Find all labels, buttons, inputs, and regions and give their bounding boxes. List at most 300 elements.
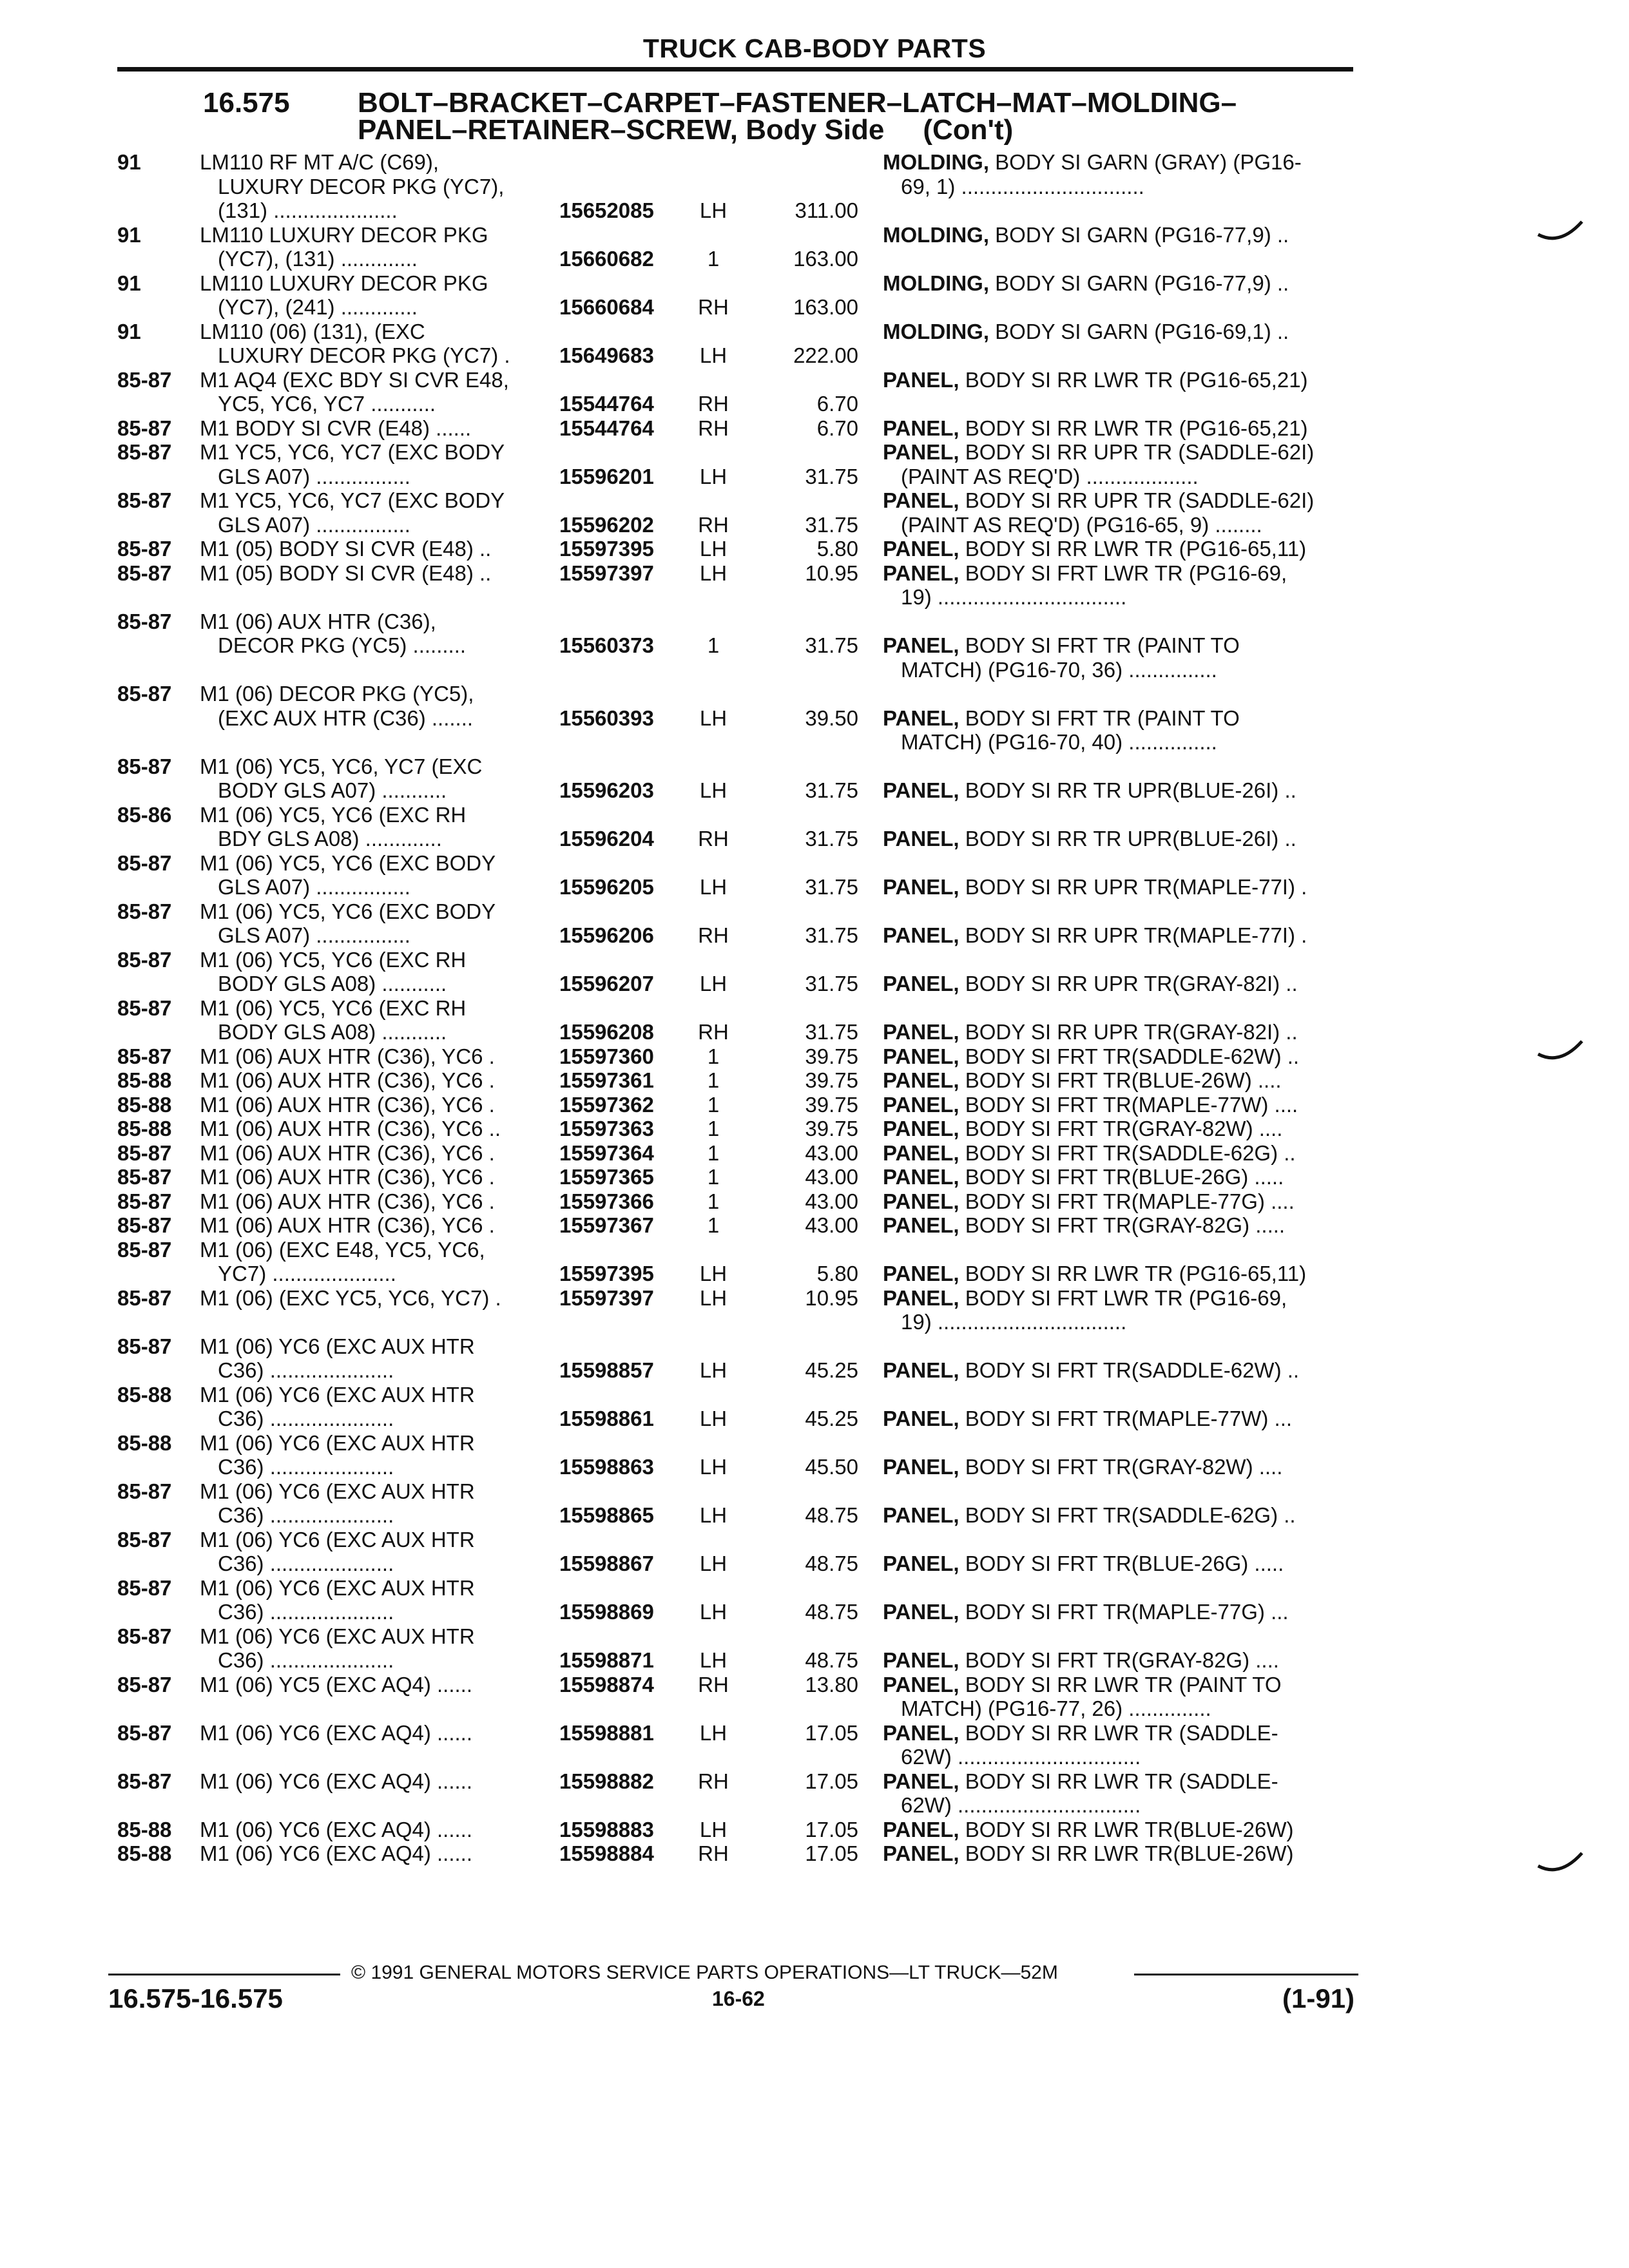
- part-name: [883, 1093, 1354, 1117]
- model-year: 85-87: [117, 947, 172, 972]
- part-name-line: PANEL, BODY SI RR UPR TR(GRAY-82I) ..: [883, 972, 1298, 995]
- part-name-noun: PANEL,: [883, 367, 959, 392]
- description-line: M1 (05) BODY SI CVR (E48) ..: [200, 561, 492, 585]
- table-row: [117, 416, 1361, 441]
- part-name: [883, 1576, 1354, 1624]
- part-name: [883, 1044, 1354, 1069]
- part-name: [883, 1431, 1354, 1479]
- model-year: 85-87: [117, 1575, 172, 1600]
- part-name: [883, 1238, 1354, 1286]
- list-price: 17.05: [805, 1817, 858, 1841]
- part-name-line: PANEL, BODY SI RR UPR TR(GRAY-82I) ..: [883, 1020, 1298, 1044]
- model-year: 85-87: [117, 537, 172, 561]
- part-name-line: PANEL, BODY SI RR UPR TR(MAPLE-77I) .: [883, 923, 1307, 947]
- part-name-noun: PANEL,: [883, 633, 959, 657]
- footer-page-number: 16-62: [712, 1987, 765, 2010]
- part-name-line: MOLDING, BODY SI GARN (GRAY) (PG16-: [883, 150, 1302, 174]
- list-price: 13.80: [805, 1672, 858, 1696]
- table-row: [117, 1576, 1361, 1624]
- description-line: M1 (06) YC6 (EXC AQ4) ......: [200, 1720, 473, 1745]
- part-name-line: PANEL, BODY SI FRT TR(BLUE-26G) .....: [883, 1552, 1284, 1575]
- part-name-noun: MOLDING,: [883, 150, 989, 174]
- part-name: [883, 1841, 1354, 1866]
- table-row: [117, 1093, 1361, 1117]
- part-name-noun: PANEL,: [883, 1648, 959, 1672]
- part-name-noun: PANEL,: [883, 1455, 959, 1479]
- quantity-side: LH: [699, 537, 728, 561]
- part-number: 15560373: [559, 633, 654, 657]
- table-row: [117, 682, 1361, 754]
- part-name: [883, 1213, 1354, 1238]
- part-name-line: [883, 996, 1354, 1021]
- description-line: M1 (06) YC6 (EXC AQ4) ......: [200, 1817, 473, 1841]
- model-year: 85-87: [117, 1189, 172, 1213]
- part-name-line: PANEL, BODY SI RR LWR TR (PG16-65,11): [883, 1262, 1307, 1285]
- quantity-side: 1: [707, 1165, 720, 1189]
- table-row: [117, 610, 1361, 682]
- table-row: [117, 1624, 1361, 1673]
- list-price: 6.70: [816, 416, 858, 440]
- part-number: 15597397: [559, 561, 654, 585]
- part-name-noun: PANEL,: [883, 1552, 959, 1575]
- quantity-side: LH: [699, 1648, 728, 1672]
- quantity-side: LH: [699, 778, 728, 802]
- description-line: C36) .....................: [218, 1552, 394, 1575]
- table-row: [117, 1117, 1361, 1141]
- part-number: 15649683: [559, 343, 654, 367]
- part-number: 15596202: [559, 512, 654, 537]
- model-year: 85-87: [117, 1672, 172, 1696]
- description-line: M1 (06) YC5 (EXC AQ4) ......: [200, 1672, 473, 1696]
- part-number: 15596207: [559, 972, 654, 995]
- section-title-line-2: [358, 116, 1013, 144]
- model-year: 85-88: [117, 1068, 172, 1092]
- quantity-side: LH: [699, 1285, 728, 1310]
- part-name-noun: PANEL,: [883, 1140, 959, 1165]
- quantity-side: RH: [698, 295, 729, 319]
- part-number: 15598884: [559, 1841, 654, 1865]
- part-number: 15596203: [559, 778, 654, 802]
- footer-date-code: (1-91): [1282, 1983, 1355, 2013]
- part-name-noun: PANEL,: [883, 1672, 959, 1696]
- list-price: 222.00: [793, 343, 858, 367]
- table-row: [117, 1721, 1361, 1769]
- description-line: GLS A07) ................: [218, 464, 410, 488]
- description-line: C36) .....................: [218, 1358, 394, 1382]
- section-title-line-1: BOLT–BRACKET–CARPET–FASTENER–LATCH–MAT–MOLDING–: [358, 87, 1237, 119]
- part-name-line: PANEL, BODY SI FRT TR(MAPLE-77W) ....: [883, 1092, 1298, 1117]
- table-row: [117, 368, 1361, 416]
- part-name: [883, 1673, 1354, 1721]
- table-row: [117, 1068, 1361, 1093]
- description-line: M1 (06) AUX HTR (C36), YC6 .: [200, 1068, 495, 1092]
- quantity-side: LH: [699, 198, 728, 222]
- description-line: LM110 LUXURY DECOR PKG: [200, 222, 488, 247]
- part-number: 15598881: [559, 1720, 654, 1745]
- description-line: M1 (05) BODY SI CVR (E48) ..: [200, 537, 492, 561]
- table-row: [117, 1528, 1361, 1576]
- description-line: YC7) .....................: [218, 1262, 396, 1285]
- part-name-noun: PANEL,: [883, 1020, 959, 1044]
- part-name-line: MOLDING, BODY SI GARN (PG16-69,1) ..: [883, 319, 1289, 343]
- quantity-side: LH: [699, 1600, 728, 1624]
- part-number: 15598863: [559, 1455, 654, 1479]
- description-line: BODY GLS A08) ...........: [218, 972, 447, 995]
- table-row: [117, 1383, 1361, 1431]
- part-name: [883, 1068, 1354, 1093]
- table-row: [117, 851, 1361, 899]
- quantity-side: LH: [699, 1455, 728, 1479]
- table-row: [117, 1479, 1361, 1528]
- model-year: 85-88: [117, 1117, 172, 1140]
- model-year: 91: [117, 150, 141, 174]
- description-line: LM110 (06) (131), (EXC: [200, 319, 425, 343]
- description-line: M1 (06) YC6 (EXC AUX HTR: [200, 1334, 475, 1358]
- part-name: [883, 1383, 1354, 1431]
- description-line: C36) .....................: [218, 1455, 394, 1479]
- list-price: 5.80: [816, 537, 858, 561]
- list-price: 163.00: [793, 295, 858, 319]
- part-number: 15596208: [559, 1020, 654, 1044]
- list-price: 311.00: [795, 198, 858, 222]
- part-name-noun: PANEL,: [883, 1165, 959, 1189]
- part-name-line: (PAINT AS REQ'D) (PG16-65, 9) ........: [901, 512, 1262, 537]
- description-line: M1 (06) YC6 (EXC AQ4) ......: [200, 1769, 473, 1793]
- list-price: 31.75: [805, 633, 858, 657]
- description-line: M1 (06) YC6 (EXC AUX HTR: [200, 1624, 475, 1648]
- model-year: 85-87: [117, 1044, 172, 1068]
- part-name: [883, 682, 1354, 754]
- part-name-line: MOLDING, BODY SI GARN (PG16-77,9) ..: [883, 271, 1289, 295]
- model-year: 85-87: [117, 1769, 172, 1793]
- part-name-noun: PANEL,: [883, 1213, 959, 1237]
- list-price: 48.75: [805, 1648, 858, 1672]
- model-year: 85-87: [117, 1624, 172, 1648]
- quantity-side: LH: [699, 1407, 728, 1430]
- part-name: [883, 754, 1354, 803]
- part-name-line: [883, 754, 1354, 779]
- part-name: [883, 1189, 1354, 1214]
- part-name: [883, 1334, 1354, 1383]
- part-name-noun: PANEL,: [883, 1044, 959, 1068]
- model-year: 91: [117, 271, 141, 295]
- part-name-line: PANEL, BODY SI FRT TR(MAPLE-77G) ....: [883, 1189, 1295, 1213]
- list-price: 31.75: [805, 778, 858, 802]
- part-name-line: PANEL, BODY SI RR LWR TR (PAINT TO: [883, 1672, 1282, 1696]
- part-name: [883, 488, 1354, 537]
- model-year: 85-86: [117, 802, 172, 827]
- part-name-line: PANEL, BODY SI RR TR UPR(BLUE-26I) ..: [883, 778, 1296, 802]
- model-year: 85-87: [117, 850, 172, 875]
- table-row: [117, 1431, 1361, 1479]
- part-name-noun: PANEL,: [883, 488, 959, 512]
- list-price: 163.00: [793, 247, 858, 271]
- model-year: 85-87: [117, 682, 172, 706]
- list-price: 31.75: [805, 923, 858, 947]
- table-row: [117, 1286, 1361, 1334]
- part-name-noun: MOLDING,: [883, 222, 989, 247]
- part-name-line: [883, 1479, 1354, 1504]
- description-line: M1 (06) YC6 (EXC AUX HTR: [200, 1382, 475, 1407]
- part-name-line: PANEL, BODY SI RR LWR TR(BLUE-26W): [883, 1841, 1294, 1865]
- table-row: [117, 440, 1361, 488]
- part-name: [883, 223, 1354, 247]
- part-name-line: [883, 610, 1354, 634]
- parts-list: [117, 150, 1361, 1866]
- list-price: 43.00: [805, 1213, 858, 1237]
- quantity-side: LH: [699, 1262, 728, 1285]
- continued-label: (Con't): [923, 114, 1014, 146]
- part-number: 15597395: [559, 1262, 654, 1285]
- part-name-line: PANEL, BODY SI RR LWR TR (PG16-65,21): [883, 367, 1308, 392]
- part-name-line: [883, 948, 1354, 972]
- check-mark-icon: [1537, 219, 1583, 245]
- model-year: 85-87: [117, 1720, 172, 1745]
- part-number: 15598869: [559, 1600, 654, 1624]
- quantity-side: LH: [699, 561, 728, 585]
- list-price: 39.75: [805, 1044, 858, 1068]
- table-row: [117, 1238, 1361, 1286]
- description-line: BODY GLS A07) ...........: [218, 778, 447, 802]
- quantity-side: 1: [707, 1044, 720, 1068]
- description-line: GLS A07) ................: [218, 923, 410, 947]
- table-row: [117, 1334, 1361, 1383]
- part-name: [883, 1818, 1354, 1842]
- description-line: M1 (06) YC6 (EXC AUX HTR: [200, 1527, 475, 1552]
- list-price: 43.00: [805, 1165, 858, 1189]
- table-row: [117, 1818, 1361, 1842]
- quantity-side: 1: [707, 1068, 720, 1092]
- description-line: M1 (06) AUX HTR (C36), YC6 .: [200, 1213, 495, 1237]
- description-line: BDY GLS A08) .............: [218, 827, 442, 850]
- part-name-line: [883, 899, 1354, 924]
- description-line: GLS A07) ................: [218, 512, 410, 537]
- part-name-line: MATCH) (PG16-70, 36) ...............: [901, 657, 1217, 682]
- part-name-line: PANEL, BODY SI RR UPR TR(MAPLE-77I) .: [883, 875, 1307, 899]
- part-name-line: MATCH) (PG16-77, 26) ..............: [901, 1696, 1211, 1720]
- table-row: [117, 561, 1361, 610]
- model-year: 85-87: [117, 440, 172, 464]
- part-name: [883, 320, 1354, 344]
- part-name-line: PANEL, BODY SI RR UPR TR (SADDLE-62I): [883, 488, 1315, 512]
- part-number: 15598861: [559, 1407, 654, 1430]
- list-price: 39.50: [805, 706, 858, 730]
- part-name-noun: PANEL,: [883, 537, 959, 561]
- list-price: 43.00: [805, 1189, 858, 1213]
- description-line: C36) .....................: [218, 1503, 394, 1527]
- footer-copyright: © 1991 GENERAL MOTORS SERVICE PARTS OPERATIONS—LT TRUCK—52M: [351, 1962, 1058, 1983]
- part-number: 15597364: [559, 1140, 654, 1165]
- description-line: LM110 LUXURY DECOR PKG: [200, 271, 488, 295]
- list-price: 45.50: [805, 1455, 858, 1479]
- list-price: 39.75: [805, 1068, 858, 1092]
- part-name-line: 62W) ...............................: [901, 1745, 1141, 1769]
- part-number: 15597397: [559, 1285, 654, 1310]
- model-year: 85-87: [117, 1237, 172, 1262]
- part-name: [883, 1721, 1354, 1769]
- part-number: 15597360: [559, 1044, 654, 1068]
- description-line: M1 (06) DECOR PKG (YC5),: [200, 682, 474, 706]
- table-row: [117, 948, 1361, 996]
- part-number: 15596204: [559, 827, 654, 850]
- model-year: 85-88: [117, 1817, 172, 1841]
- part-name: [883, 1165, 1354, 1189]
- part-name-line: PANEL, BODY SI RR LWR TR (SADDLE-: [883, 1769, 1278, 1793]
- header-rule: [117, 67, 1353, 72]
- table-row: [117, 1841, 1361, 1866]
- part-name: [883, 368, 1354, 392]
- quantity-side: 1: [707, 247, 720, 271]
- part-name: [883, 416, 1354, 441]
- description-line: GLS A07) ................: [218, 875, 410, 899]
- part-name-line: PANEL, BODY SI RR UPR TR (SADDLE-62I): [883, 440, 1315, 464]
- table-row: [117, 320, 1361, 368]
- part-name-line: 19) ................................: [901, 585, 1127, 609]
- description-line: M1 (06) (EXC E48, YC5, YC6,: [200, 1237, 485, 1262]
- table-row: [117, 899, 1361, 948]
- footer-rule-left: [108, 1974, 340, 1975]
- quantity-side: 1: [707, 1213, 720, 1237]
- quantity-side: LH: [699, 706, 728, 730]
- part-name-noun: PANEL,: [883, 778, 959, 802]
- description-line: M1 (06) YC6 (EXC AQ4) ......: [200, 1841, 473, 1865]
- part-number: 15598867: [559, 1552, 654, 1575]
- part-name-noun: PANEL,: [883, 706, 959, 730]
- description-line: C36) .....................: [218, 1407, 394, 1430]
- model-year: 91: [117, 222, 141, 247]
- part-name: [883, 610, 1354, 682]
- part-name-line: PANEL, BODY SI RR LWR TR(BLUE-26W): [883, 1817, 1294, 1841]
- list-price: 17.05: [805, 1769, 858, 1793]
- part-name: [883, 803, 1354, 851]
- description-line: LUXURY DECOR PKG (YC7) .: [218, 343, 510, 367]
- part-number: 15597366: [559, 1189, 654, 1213]
- part-name: [883, 1141, 1354, 1166]
- part-name-line: PANEL, BODY SI RR TR UPR(BLUE-26I) ..: [883, 827, 1296, 850]
- part-name-noun: PANEL,: [883, 1503, 959, 1527]
- quantity-side: LH: [699, 875, 728, 899]
- part-name: [883, 948, 1354, 996]
- check-mark-icon: [1537, 1850, 1583, 1876]
- model-year: 85-87: [117, 561, 172, 585]
- model-year: 85-88: [117, 1092, 172, 1117]
- description-line: M1 (06) YC6 (EXC AUX HTR: [200, 1575, 475, 1600]
- list-price: 31.75: [805, 512, 858, 537]
- description-line: DECOR PKG (YC5) .........: [218, 633, 467, 657]
- quantity-side: LH: [699, 1720, 728, 1745]
- part-number: 15596205: [559, 875, 654, 899]
- description-line: M1 BODY SI CVR (E48) ......: [200, 416, 472, 440]
- description-line: LUXURY DECOR PKG (YC7),: [218, 174, 505, 198]
- description-line: M1 (06) (EXC YC5, YC6, YC7) .: [200, 1285, 501, 1310]
- description-line: M1 (06) YC6 (EXC AUX HTR: [200, 1479, 475, 1503]
- description-line: C36) .....................: [218, 1648, 394, 1672]
- description-line: M1 (06) YC5, YC6 (EXC RH: [200, 802, 467, 827]
- table-row: [117, 537, 1361, 561]
- part-name-noun: PANEL,: [883, 1817, 959, 1841]
- page-header: TRUCK CAB-BODY PARTS: [642, 34, 987, 63]
- list-price: 10.95: [805, 561, 858, 585]
- part-name-line: [883, 1383, 1354, 1407]
- part-name-line: PANEL, BODY SI FRT LWR TR (PG16-69,: [883, 1285, 1287, 1310]
- model-year: 85-87: [117, 995, 172, 1020]
- quantity-side: 1: [707, 1140, 720, 1165]
- quantity-side: LH: [699, 464, 728, 488]
- part-name-line: PANEL, BODY SI FRT TR (PAINT TO: [883, 633, 1240, 657]
- part-name-noun: PANEL,: [883, 1117, 959, 1140]
- part-name-line: [883, 1624, 1354, 1649]
- description-line: M1 (06) YC5, YC6 (EXC BODY: [200, 899, 496, 923]
- part-name: [883, 1479, 1354, 1528]
- list-price: 10.95: [805, 1285, 858, 1310]
- quantity-side: RH: [698, 416, 729, 440]
- description-line: M1 (06) AUX HTR (C36), YC6 .: [200, 1092, 495, 1117]
- list-price: 31.75: [805, 875, 858, 899]
- list-price: 31.75: [805, 827, 858, 850]
- quantity-side: RH: [698, 392, 729, 416]
- part-name: [883, 561, 1354, 610]
- description-line: (EXC AUX HTR (C36) .......: [218, 706, 474, 730]
- table-row: [117, 150, 1361, 223]
- table-row: [117, 754, 1361, 803]
- part-name-line: [883, 1431, 1354, 1456]
- description-line: M1 (06) AUX HTR (C36), YC6 ..: [200, 1117, 501, 1140]
- quantity-side: RH: [698, 512, 729, 537]
- part-name-noun: MOLDING,: [883, 319, 989, 343]
- description-line: M1 (06) YC5, YC6 (EXC RH: [200, 947, 467, 972]
- description-line: M1 YC5, YC6, YC7 (EXC BODY: [200, 488, 505, 512]
- table-row: [117, 1769, 1361, 1818]
- model-year: 85-87: [117, 1165, 172, 1189]
- model-year: 85-87: [117, 367, 172, 392]
- part-name-line: (PAINT AS REQ'D) ...................: [901, 464, 1199, 488]
- model-year: 85-87: [117, 899, 172, 923]
- part-number: 15597367: [559, 1213, 654, 1237]
- list-price: 48.75: [805, 1503, 858, 1527]
- description-line: M1 (06) YC5, YC6 (EXC BODY: [200, 850, 496, 875]
- list-price: 45.25: [805, 1407, 858, 1430]
- section-number: 16.575: [203, 87, 290, 119]
- model-year: 85-88: [117, 1841, 172, 1865]
- list-price: 48.75: [805, 1600, 858, 1624]
- description-line: YC5, YC6, YC7 ...........: [218, 392, 436, 416]
- part-name-line: 69, 1) ...............................: [901, 174, 1144, 198]
- part-name-noun: PANEL,: [883, 972, 959, 995]
- part-number: 15597395: [559, 537, 654, 561]
- list-price: 43.00: [805, 1140, 858, 1165]
- part-number: 15660682: [559, 247, 654, 271]
- model-year: 85-88: [117, 1430, 172, 1455]
- part-number: 15544764: [559, 416, 654, 440]
- part-name-line: [883, 682, 1354, 706]
- part-name: [883, 1624, 1354, 1673]
- table-row: [117, 1213, 1361, 1238]
- quantity-side: RH: [698, 1672, 729, 1696]
- part-name-noun: PANEL,: [883, 1189, 959, 1213]
- part-name: [883, 996, 1354, 1044]
- table-row: [117, 996, 1361, 1044]
- part-name-line: PANEL, BODY SI FRT TR(GRAY-82W) ....: [883, 1455, 1283, 1479]
- list-price: 6.70: [816, 392, 858, 416]
- part-name-noun: PANEL,: [883, 416, 959, 440]
- quantity-side: 1: [707, 1189, 720, 1213]
- footer-rule-right: [1134, 1974, 1358, 1975]
- check-mark-icon: [1537, 1039, 1583, 1064]
- model-year: 85-87: [117, 1213, 172, 1237]
- part-name-line: PANEL, BODY SI FRT TR(BLUE-26G) .....: [883, 1165, 1284, 1189]
- model-year: 85-87: [117, 1479, 172, 1503]
- part-name: [883, 271, 1354, 296]
